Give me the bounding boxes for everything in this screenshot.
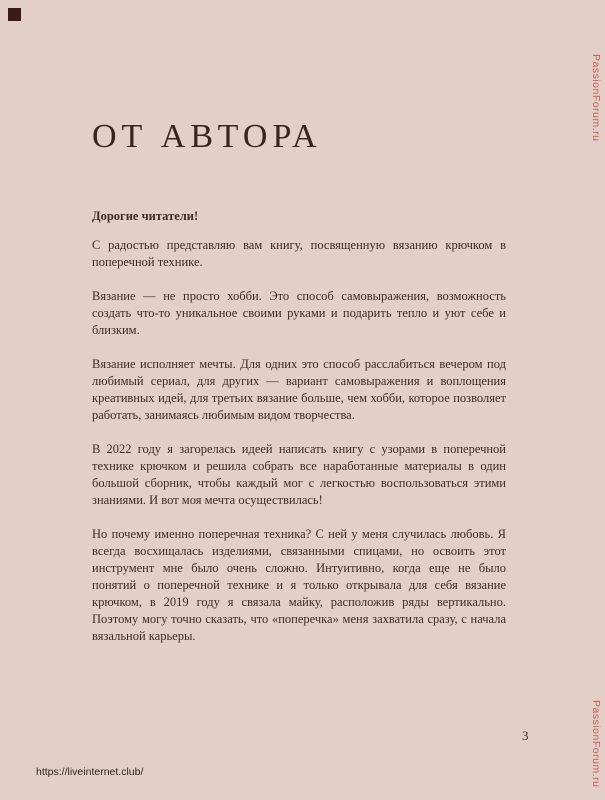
paragraph-2: Вязание — не просто хобби. Это способ самовыражения, возможность создать что-то уникальное своими руками и подарить тепло и уют себе и близким.: [92, 289, 506, 337]
page-content: [92, 118, 506, 662]
watermark-top: PassionForum.ru: [590, 54, 602, 142]
paragraph-3: Вязание исполняет мечты. Для одних это способ расслабиться вечером под любимый сериал, для других — вариант самовыражения и воплощения креативных идей, для третьих вязание больше, чем хобби, которое позволяет работать, занимаясь любимым видом творчества.: [92, 357, 506, 422]
paragraph-1: С радостью представляю вам книгу, посвященную вязанию крючком в поперечной технике.: [92, 238, 506, 269]
salutation: Дорогие читатели!: [92, 209, 199, 223]
watermark-bottom: PassionForum.ru: [590, 700, 602, 788]
page-title: ОТ АВТОРА: [92, 118, 322, 155]
corner-mark: [8, 8, 21, 21]
paragraph-5: Но почему именно поперечная техника? С ней у меня случилась любовь. Я всегда восхищалась изделиями, связанными спицами, но освоить этот инструмент мне было очень сложно. Интуитивно, когда еще не было понятий о поперечной технике и я только открывала для себя вязание крючком, в 2019 году я связала майку, расположив ряды вертикально. Поэтому могу точно сказать, что «поперечка» меня захватила сразу, с начала вязальной карьеры.: [92, 527, 506, 643]
footer-url[interactable]: https://liveinternet.club/: [36, 766, 144, 778]
paragraph-4: В 2022 году я загорелась идеей написать книгу с узорами в поперечной технике крючком и решила собрать все наработанные материалы в один большой сборник, чтобы каждый мог с легкостью воспользоваться этими знаниями. И вот моя мечта осуществилась!: [92, 442, 506, 507]
page-number: 3: [522, 728, 529, 743]
